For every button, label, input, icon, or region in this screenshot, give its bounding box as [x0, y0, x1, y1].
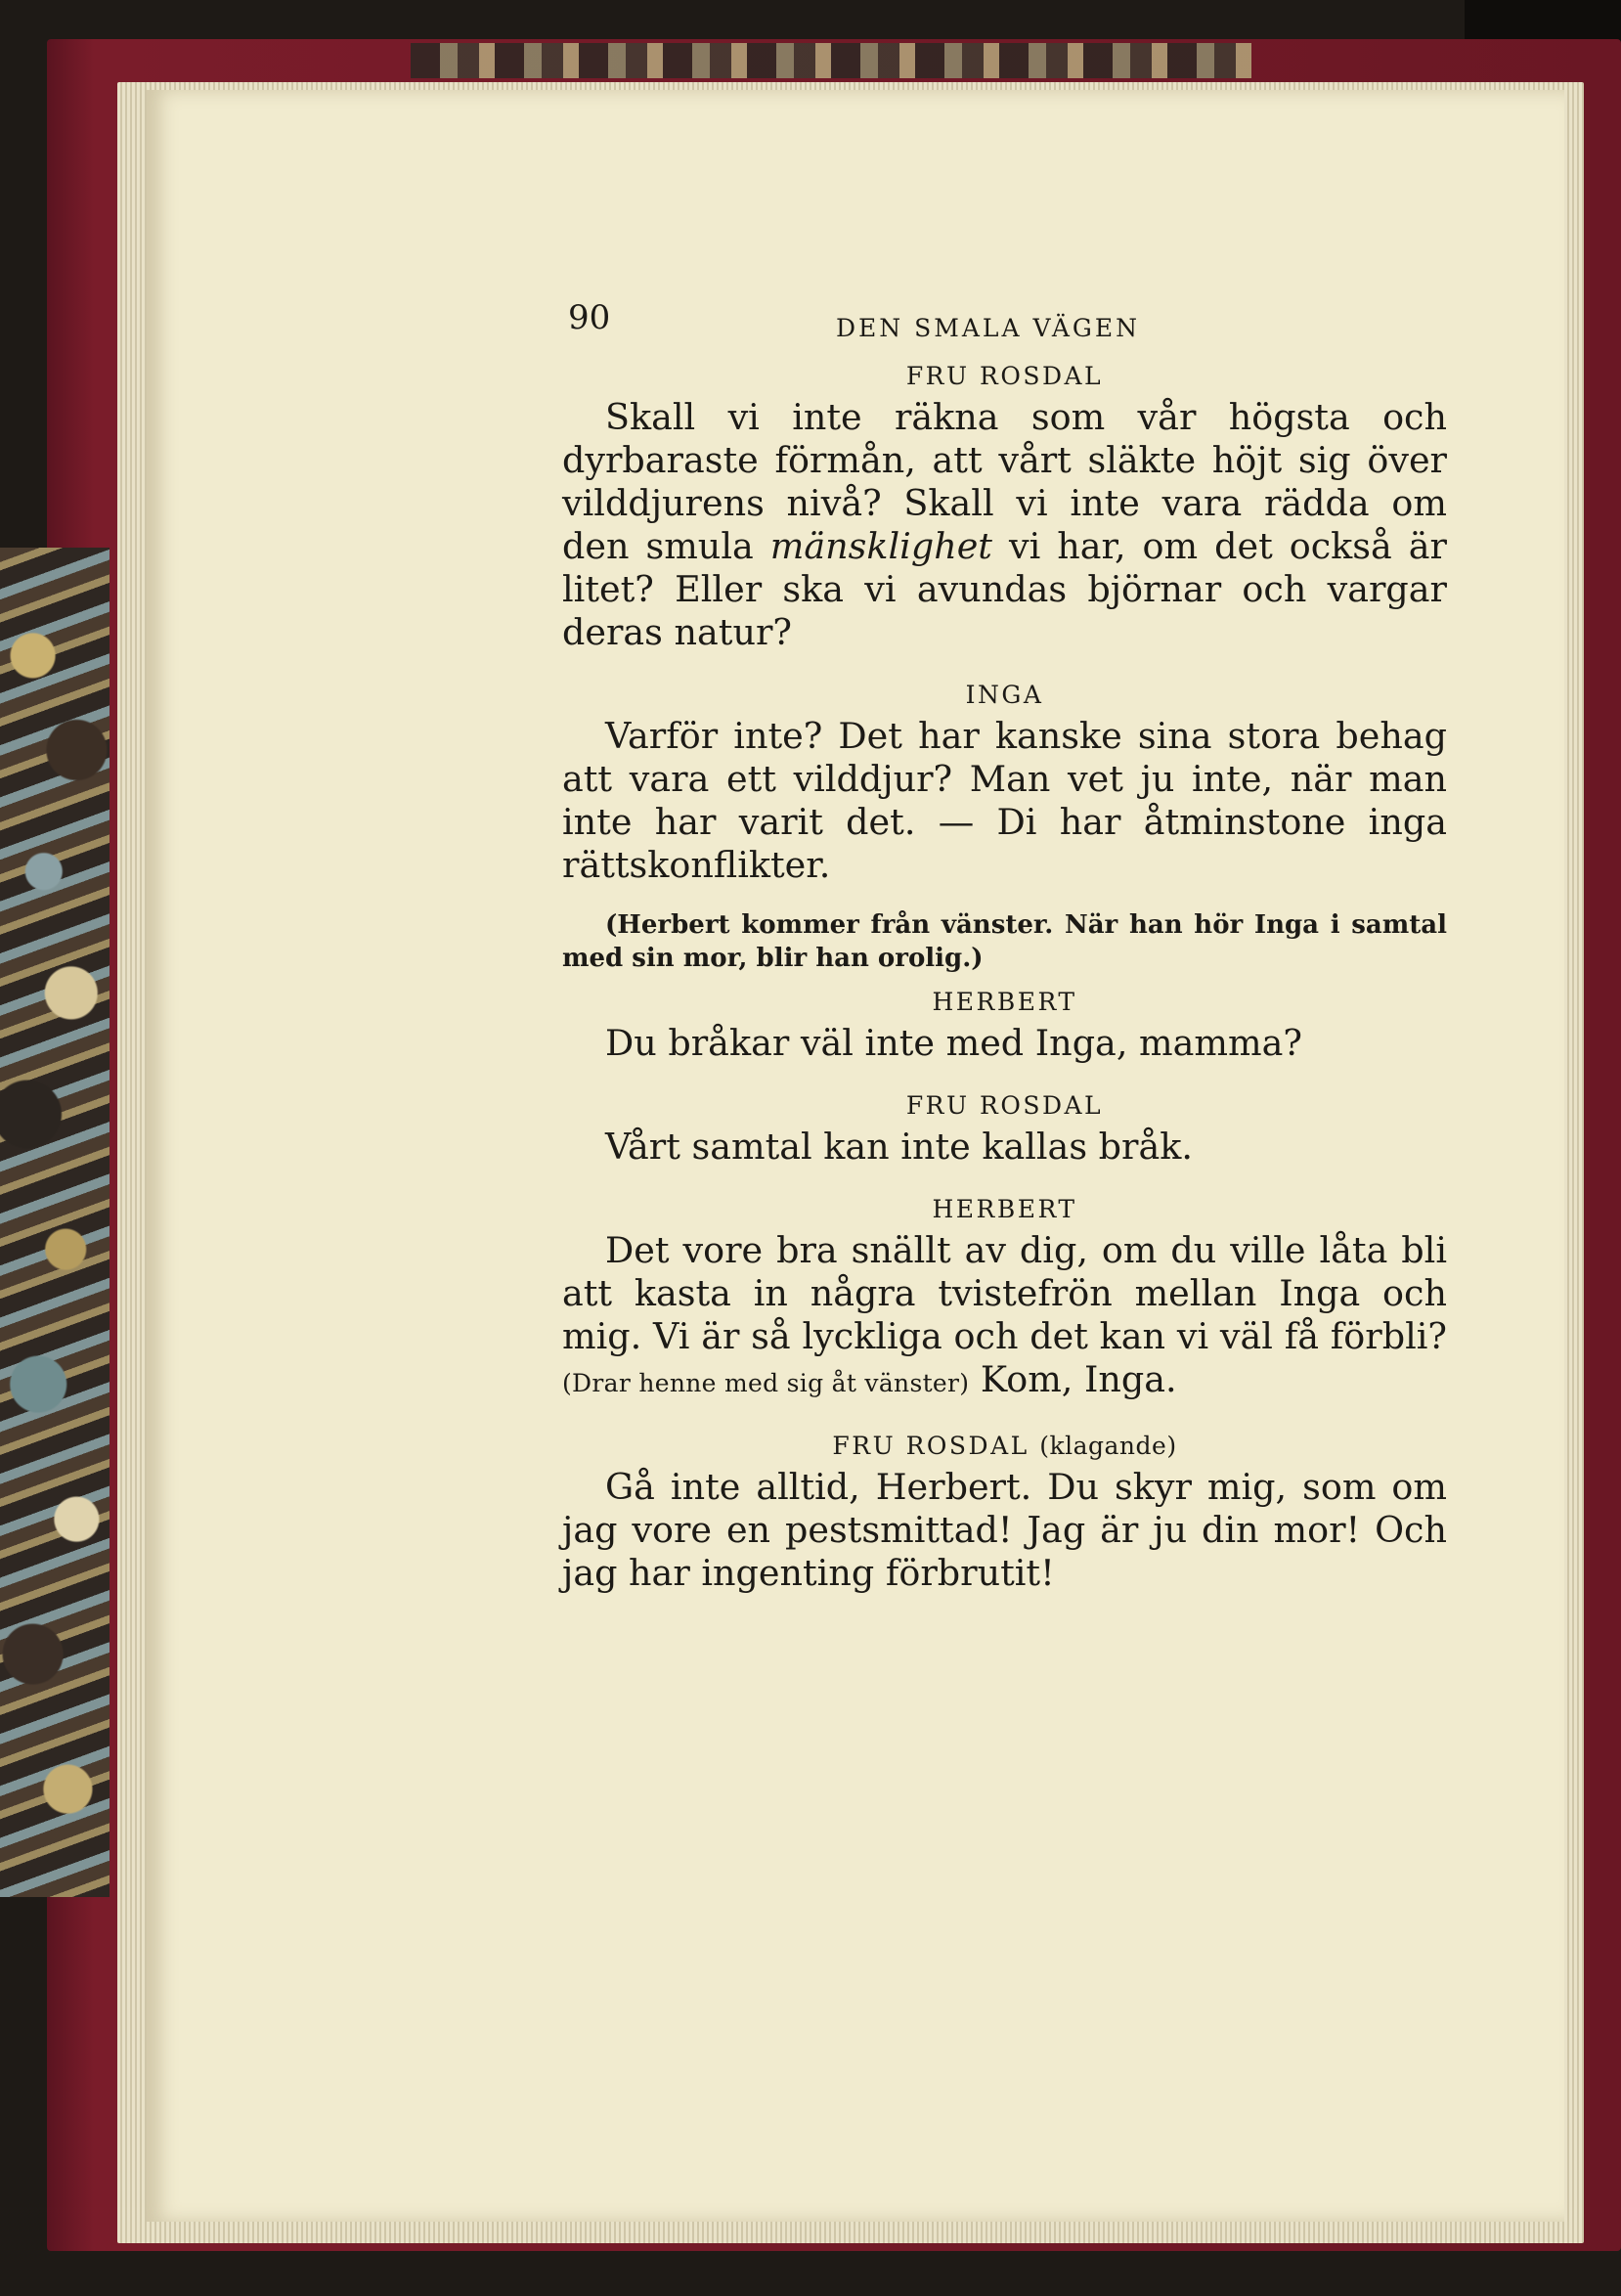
inline-stage-direction: (Drar henne med sig åt vänster): [562, 1369, 970, 1397]
speech-line: Du bråkar väl inte med Inga, mamma?: [605, 1022, 1302, 1064]
speaker-name: FRU ROSDAL: [905, 362, 1104, 390]
speech-line: Skall vi inte räkna som vår högsta och dyrbaraste förmån, att vårt släkte höjt sig över vilddjurens nivå? Skall vi inte vara rädda om den smula mänsklighet vi har, om det också är litet? Eller ska vi avundas björnar och vargar deras natur?: [562, 396, 1447, 653]
running-title: DEN SMALA VÄGEN: [836, 314, 1141, 342]
speaker-direction: (klagande): [1039, 1432, 1177, 1460]
speaker-name: FRU ROSDAL: [905, 1091, 1104, 1120]
marbled-endpaper: [0, 548, 110, 1897]
stage-direction: (Herbert kommer från vänster. När han hör Inga i samtal med sin mor, blir han orolig.): [562, 910, 1447, 973]
speech-line: Vårt samtal kan inte kallas bråk.: [605, 1126, 1193, 1168]
speaker-name: FRU ROSDAL (klagande): [832, 1432, 1177, 1460]
page-header: [562, 298, 1447, 357]
speaker-name: HERBERT: [932, 1195, 1077, 1223]
speech-line: Varför inte? Det har kanske sina stora behag att vara ett vilddjur? Man vet ju inte, när man inte har varit det. — Di har åtminstone inga rättskonflikter.: [562, 715, 1447, 886]
speaker-name: INGA: [965, 681, 1044, 709]
page-content: [562, 298, 1447, 1595]
speech-line: Gå inte alltid, Herbert. Du skyr mig, som om jag vore en pestsmittad! Jag är ju din mor! Och jag har ingenting förbrutit!: [562, 1466, 1447, 1594]
emphasis-word: mänsklighet: [769, 525, 992, 567]
speaker-name: HERBERT: [932, 988, 1077, 1016]
page-number: 90: [568, 298, 611, 337]
marbled-edge-top: [411, 43, 1251, 78]
speech-line: Det vore bra snällt av dig, om du ville låta bli att kasta in några tvistefrön mellan Inga och mig. Vi är så lyckliga och det kan vi väl få förbli? (Drar henne med sig åt vänster) Kom, Inga.: [562, 1229, 1447, 1400]
